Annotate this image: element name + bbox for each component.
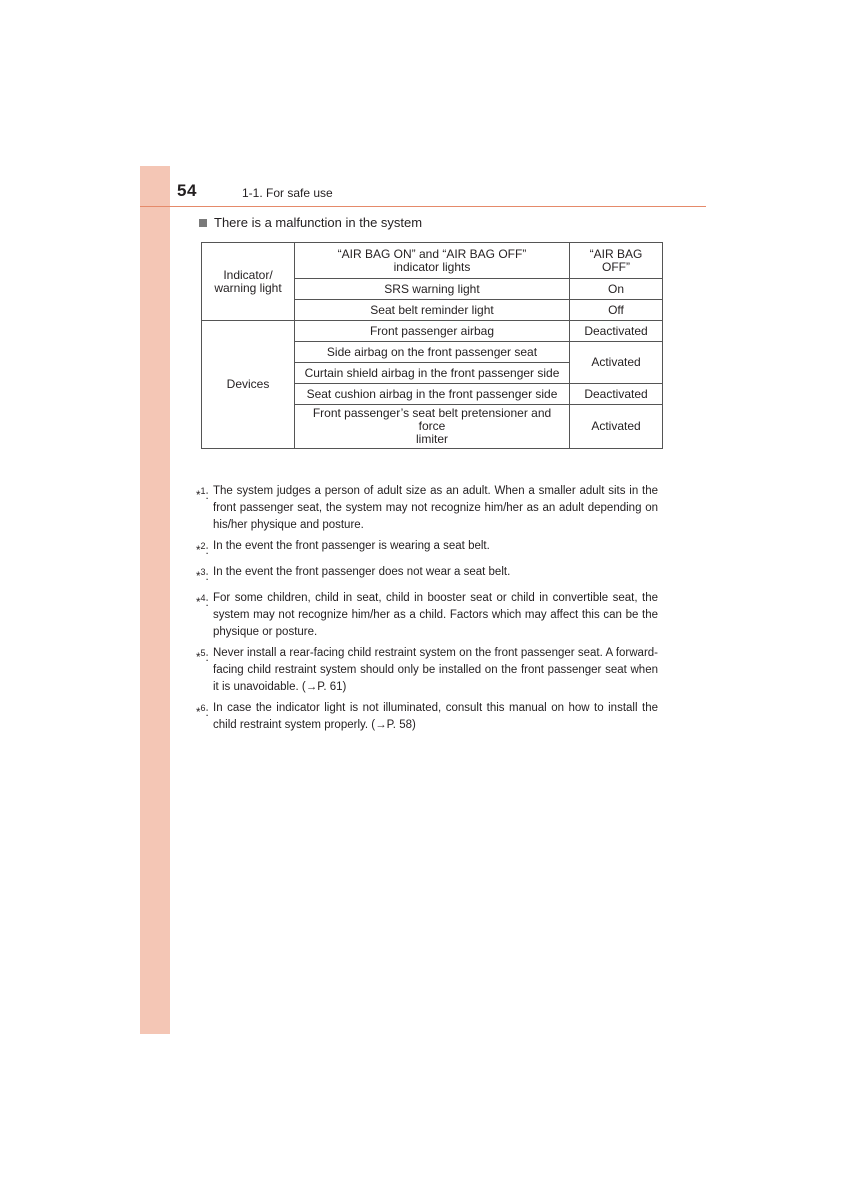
table-cell-item: “AIR BAG ON” and “AIR BAG OFF” indicator lights	[295, 243, 570, 279]
footnote-text: The system judges a person of adult size as an adult. When a smaller adult sits in the front passenger seat, the system may not recognize him/her as an adult depending on his/her physique and posture.	[213, 485, 658, 531]
footnote-number: 5	[200, 647, 206, 658]
footnote-asterisk: *	[196, 706, 201, 719]
footnote-asterisk: *	[196, 651, 201, 664]
footnote-number: 1	[200, 486, 206, 496]
indicator-header-cell: Indicator/ warning light	[202, 243, 295, 321]
table-cell-item: Curtain shield airbag in the front passenger side	[295, 363, 570, 384]
table-cell-status: Off	[570, 300, 663, 321]
footnote-text: In the event the front passenger does not wear a seat belt.	[213, 565, 511, 578]
bullet-square-icon	[199, 219, 207, 227]
footnotes	[196, 483, 658, 738]
side-tab-band	[140, 166, 170, 1034]
table-row	[202, 243, 663, 279]
footnote-text: In the event the front passenger is wearing a seat belt.	[213, 540, 490, 552]
table-cell-status: Deactivated	[570, 321, 663, 342]
table-row	[202, 321, 663, 342]
header-divider	[140, 206, 706, 207]
footnote-asterisk: *	[196, 544, 201, 557]
table-cell-status: “AIR BAG OFF”	[570, 243, 663, 279]
footnote-number: 6	[200, 702, 206, 713]
footnote-text: In case the indicator light is not illuminated, consult this manual on how to install the child restraint system properly. (→P. 58)	[213, 701, 658, 731]
footnote-text: Never install a rear-facing child restraint system on the front passenger seat. A forward-facing child restraint system should only be installed on the front passenger seat when it is unavoidable. (→P. 61)	[213, 646, 658, 693]
footnote-text: For some children, child in seat, child in booster seat or child in convertible seat, the system may not recognize him/her as a child. Factors which may affect this can be the physique or posture.	[213, 591, 658, 638]
table-cell-item: Front passenger airbag	[295, 321, 570, 342]
footnote: *$^5$: Never install a rear-facing child restraint system on the front passenger seat. A forward-facing child restraint system should only be installed on the front passenger seat when it is unavoidable. (→P. 61)	[196, 645, 658, 696]
footnote: *$^4$: For some children, child in seat, child in booster seat or child in convertible seat, the system may not recognize him/her as a child. Factors which may affect this can be the physique or posture.	[196, 590, 658, 641]
table-cell-item: Front passenger’s seat belt pretensioner and force limiter	[295, 405, 570, 449]
footnote-asterisk: *	[196, 596, 201, 609]
table-cell-item: Seat belt reminder light	[295, 300, 570, 321]
footnote: *$^3$: In the event the front passenger does not wear a seat belt.	[196, 564, 658, 586]
footnote-number: 3	[200, 566, 206, 577]
section-heading-text: There is a malfunction in the system	[214, 215, 423, 230]
page-number: 54	[177, 181, 197, 200]
devices-header-cell: Devices	[202, 321, 295, 449]
table-cell-status: Activated	[570, 405, 663, 449]
table-cell-item: SRS warning light	[295, 279, 570, 300]
table-cell-status: On	[570, 279, 663, 300]
footnote-number: 4	[200, 592, 206, 603]
footnote-asterisk: *	[196, 570, 201, 583]
table-cell-item: Seat cushion airbag in the front passenger side	[295, 384, 570, 405]
table-cell-status: Activated	[570, 342, 663, 384]
table-cell-status: Deactivated	[570, 384, 663, 405]
table-cell-item: Side airbag on the front passenger seat	[295, 342, 570, 363]
section-title: 1-1. For safe use	[242, 186, 333, 200]
footnote-asterisk: *	[196, 489, 201, 502]
footnote: *$^6$: In case the indicator light is not illuminated, consult this manual on how to install the child restraint system properly. (→P. 58)	[196, 700, 658, 734]
section-heading	[199, 215, 422, 230]
footnote: *$^2$: In the event the front passenger is wearing a seat belt.	[196, 538, 658, 560]
malfunction-table	[201, 242, 663, 449]
footnote-number: 2	[200, 541, 206, 551]
footnote: *$^1$: The system judges a person of adult size as an adult. When a smaller adult sits in the front passenger seat, the system may not recognize him/her as an adult depending on his/her physique and posture.	[196, 483, 658, 534]
